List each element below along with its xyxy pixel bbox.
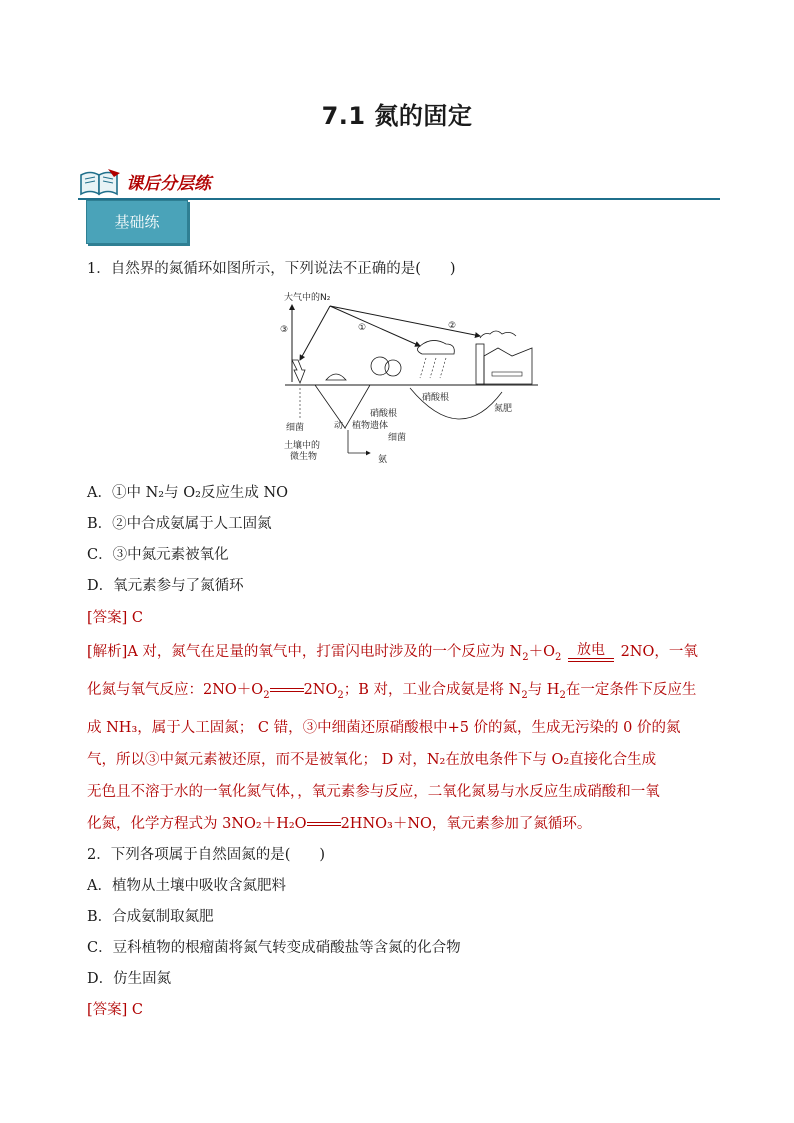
svg-text:微生物: 微生物 (290, 452, 318, 462)
svg-text:②: ② (448, 321, 457, 331)
svg-text:氮肥: 氮肥 (494, 404, 513, 414)
svg-text:③: ③ (280, 325, 289, 335)
analysis-line-3: 成 NH₃，属于人工固氮； C 错，③中细菌还原硝酸根中+5 价的氮，生成无污染的 0 价的氮 (87, 719, 681, 736)
q2-stem: 2．下列各项属于自然固氮的是( ) (87, 847, 326, 863)
analysis-line-1: [解析]A 对，氮气在足量的氧气中，打雷闪电时涉及的一个反应为 $N_2+O_2$ 放电 2NO，一氧 (87, 642, 698, 663)
q1-stem: 1．自然界的氮循环如图所示，下列说法不正确的是( ) (87, 261, 456, 277)
q1-answer: [答案] C (87, 610, 144, 626)
svg-text:细菌: 细菌 (388, 433, 407, 443)
q2-option-a: A．植物从土壤中吸收含氮肥料 (87, 878, 286, 894)
q1-option-b: B．②中合成氨属于人工固氮 (87, 516, 272, 532)
section-label: 课后分层练 (126, 174, 211, 194)
analysis-line-2: 化氮与氧气反应：$2NO+O_2$ $2NO_2$；B 对，工业合成氨是将 $N_2$与 $H_2$在一定条件下反应生 (87, 681, 697, 701)
svg-text:细菌: 细菌 (286, 423, 305, 433)
q1-option-c: C．③中氮元素被氧化 (87, 547, 229, 563)
q2-option-b: B．合成氨制取氮肥 (87, 909, 214, 925)
label-atmosphere-n2: 大气中的N₂ (284, 293, 331, 303)
reaction-condition: 放电 (568, 642, 614, 662)
svg-text:土壤中的: 土壤中的 (284, 441, 321, 451)
page-title: 7.1 氮的固定 (321, 102, 473, 130)
svg-text:硝酸根: 硝酸根 (422, 393, 450, 403)
level-badge: 基础练 (86, 200, 188, 244)
q1-option-a: A．①中 N₂与 O₂反应生成 NO (87, 485, 289, 501)
q2-option-c: C．豆科植物的根瘤菌将氮气转变成硝酸盐等含氮的化合物 (87, 940, 461, 956)
analysis-line-6: 化氮，化学方程式为 3NO₂＋H₂O 2HNO₃＋NO，氧元素参加了氮循环。 (87, 815, 592, 832)
analysis-line-5: 无色且不溶于水的一氧化氮气体，，氧元素参与反应，二氧化氮易与水反应生成硝酸和一氧 (87, 783, 660, 800)
svg-text:氨: 氨 (378, 455, 388, 465)
analysis-line-4: 气，所以③中氮元素被还原，而不是被氧化； D 对，N₂在放电条件下与 O₂直接化合生成 (87, 751, 657, 768)
svg-text:①: ① (358, 323, 367, 333)
section-header (78, 165, 720, 201)
q1-analysis (87, 636, 721, 840)
q2-option-d: D．仿生固氮 (87, 971, 172, 987)
nitrogen-cycle-diagram (270, 288, 545, 468)
svg-text:硝酸根: 硝酸根 (370, 409, 398, 419)
q1-option-d: D．氧元素参与了氮循环 (87, 578, 244, 594)
svg-text:动、植物遗体: 动、植物遗体 (334, 421, 389, 431)
q2-answer: [答案] C (87, 1002, 144, 1018)
book-icon (78, 167, 122, 197)
